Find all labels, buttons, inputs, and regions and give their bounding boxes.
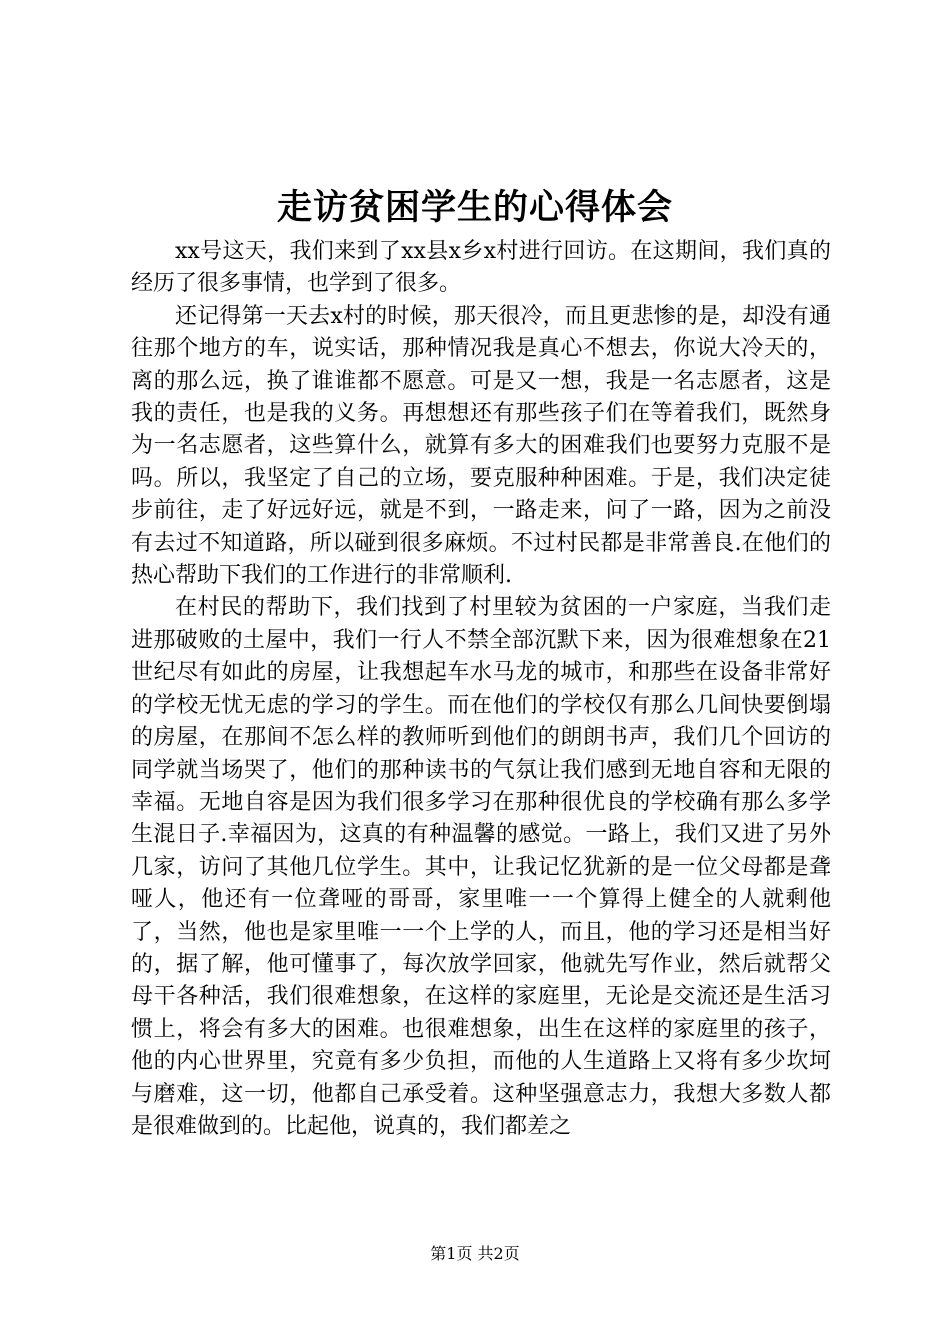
paragraph-2: 还记得第一天去x村的时候，那天很冷，而且更悲惨的是，却没有通往那个地方的车，说实话，那种情况我是真心不想去，你说大冷天的，离的那么远，换了谁谁都不愿意。可是又一想，我是一名志愿者，这是我的责任，也是我的义务。再想想还有那些孩子们在等着我们，既然身为一名志愿者，这些算什么，就算有多大的困难我们也要努力克服不是吗。所以，我坚定了自己的立场，要克服种种困难。于是，我们决定徒步前往，走了好远好远，就是不到，一路走来，问了一路，因为之前没有去过不知道路，所以碰到很多麻烦。不过村民都是非常善良.在他们的热心帮助下我们的工作进行的非常顺利. <box>131 303 831 589</box>
document-title: 走访贫困学生的心得体会 <box>276 187 673 228</box>
paragraph-3: 在村民的帮助下，我们找到了村里较为贫困的一户家庭，当我们走进那破败的土屋中，我们一行人不禁全部沉默下来，因为很难想象在21世纪尽有如此的房屋，让我想起车水马龙的城市，和那些在设备非常好的学校无忧无虑的学习的学生。而在他们的学校仅有那么几间快要倒塌的房屋，在那间不怎么样的教师听到他们的朗朗书声，我们几个回访的同学就当场哭了，他们的那种读书的气氛让我们感到无地自容和无限的幸福。无地自容是因为我们很多学习在那种很优良的学校确有那么多学生混日子.幸福因为，这真的有种温馨的感觉。一路上，我们又进了另外几家，访问了其他几位学生。其中，让我记忆犹新的是一位父母都是聋哑人，他还有一位聋哑的哥哥，家里唯一一个算得上健全的人就剩他了，当然，他也是家里唯一一个上学的人，而且，他的学习还是相当好的，据了解，他可懂事了，每次放学回家，他就先写作业，然后就帮父母干各种活，我们很难想象，在这样的家庭里，无论是交流还是生活习惯上，将会有多大的困难。也很难想象，出生在这样的家庭里的孩子，他的内心世界里，究竟有多少负担，而他的人生道路上又将有多少坎坷与磨难，这一切，他都自己承受着。这种坚强意志力，我想大多数人都是很难做到的。比起他，说真的，我们都差之 <box>131 595 831 1139</box>
document-body <box>131 236 831 1143</box>
paragraph-1: xx号这天，我们来到了xx县x乡x村进行回访。在这期间，我们真的经历了很多事情，也学到了很多。 <box>131 239 831 297</box>
page-number-footer: 第1页 共2页 <box>430 1244 520 1263</box>
